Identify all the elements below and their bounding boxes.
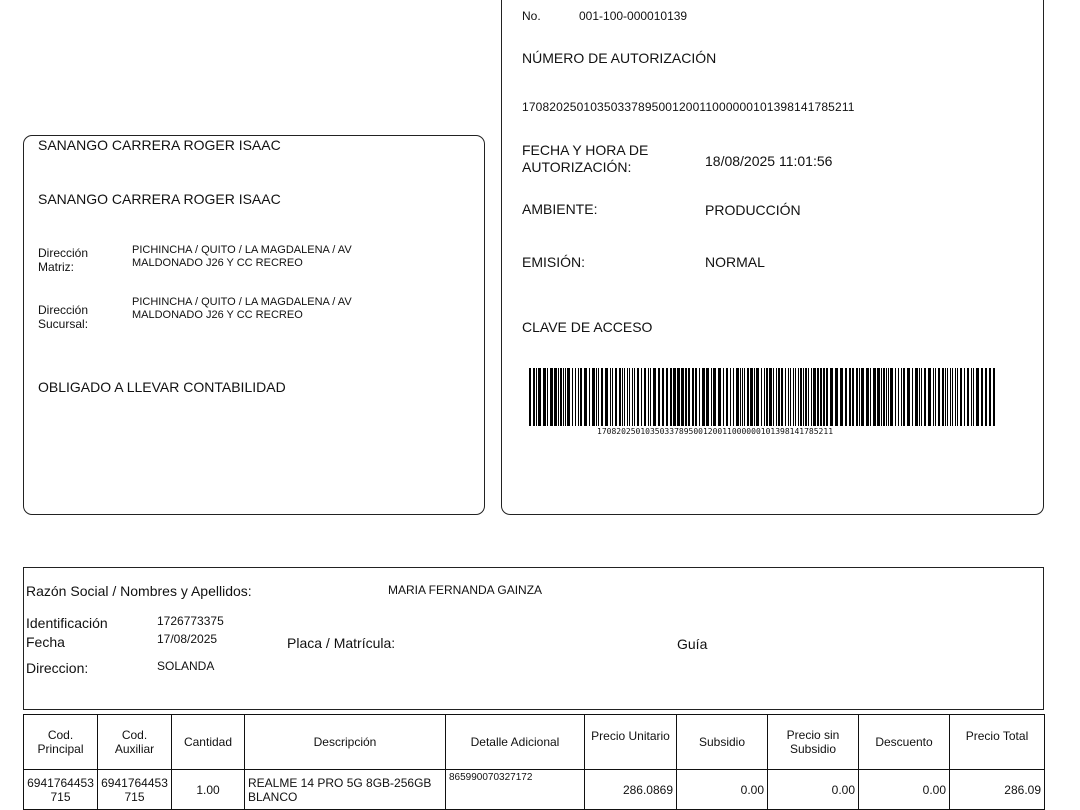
- matriz-value: PICHINCHA / QUITO / LA MAGDALENA / AV MALDONADO J26 Y CC RECREO: [132, 244, 352, 269]
- issuer-name: SANANGO CARRERA ROGER ISAAC: [38, 137, 281, 153]
- barcode-bar: [856, 368, 858, 426]
- barcode-bar: [612, 368, 613, 426]
- barcode-bar: [861, 368, 864, 426]
- cell-precio-total: 286.09: [950, 770, 1045, 810]
- barcode-bar: [589, 368, 590, 426]
- invoice-no-value: 001-100-000010139: [579, 9, 688, 23]
- barcode-bar: [560, 368, 562, 426]
- barcode-bar: [803, 368, 804, 426]
- barcode-bar: [793, 368, 794, 426]
- contabilidad-text: OBLIGADO A LLEVAR CONTABILIDAD: [38, 379, 286, 395]
- barcode-bar: [778, 368, 780, 426]
- barcode-bar: [866, 368, 869, 426]
- barcode-bar: [750, 368, 753, 426]
- barcode-bar: [933, 368, 934, 426]
- barcode-bar: [740, 368, 741, 426]
- barcode-bar: [921, 368, 922, 426]
- cell-detalle-adicional: 865990070327172: [446, 770, 585, 810]
- barcode-bar: [629, 368, 630, 426]
- barcode-bar: [808, 368, 809, 426]
- barcode-bar: [817, 368, 819, 426]
- barcode-bar: [849, 368, 851, 426]
- fecha-value: 17/08/2025: [157, 632, 218, 646]
- barcode-bar: [955, 368, 956, 426]
- cell-cantidad: 1.00: [172, 770, 245, 810]
- barcode-bar: [547, 368, 548, 426]
- barcode-bar: [533, 368, 535, 426]
- barcode-bar: [598, 368, 599, 426]
- barcode-bar: [952, 368, 953, 426]
- barcode-bar: [928, 368, 931, 426]
- barcode-bar: [870, 368, 871, 426]
- emision-value: NORMAL: [705, 254, 765, 270]
- barcode-bar: [615, 368, 617, 426]
- header-subsidio: Subsidio: [677, 715, 768, 770]
- barcode-bar: [673, 368, 676, 426]
- barcode-bar: [699, 368, 700, 426]
- barcode-bar: [960, 368, 962, 426]
- ambiente-label: AMBIENTE:: [522, 201, 598, 217]
- sucursal-label: Dirección Sucursal:: [38, 303, 89, 331]
- barcode-bar: [601, 368, 603, 426]
- barcode-bar: [826, 368, 828, 426]
- auth-number-value: 1708202501035033789500120011000000101398141785211: [522, 100, 855, 114]
- barcode-bar: [888, 368, 889, 426]
- barcode-bar: [800, 368, 802, 426]
- barcode-bar: [592, 368, 595, 426]
- barcode-bar: [744, 368, 745, 426]
- barcode-bar: [644, 368, 646, 426]
- auth-number-label: NÚMERO DE AUTORIZACIÓN: [522, 50, 717, 66]
- barcode-bar: [785, 368, 786, 426]
- barcode-bar: [985, 368, 987, 426]
- issuer-trade-name: SANANGO CARRERA ROGER ISAAC: [38, 191, 281, 207]
- header-precio-sin-subsidio: Precio sin Subsidio: [768, 715, 859, 770]
- header-precio-total: Precio Total: [950, 715, 1045, 770]
- barcode-bar: [835, 368, 838, 426]
- barcode-bar: [890, 368, 893, 426]
- barcode-graphic: [529, 368, 995, 426]
- barcode-bar: [811, 368, 812, 426]
- table-row: [24, 770, 1045, 810]
- barcode-bar: [773, 368, 774, 426]
- header-detalle-adicional: Detalle Adicional: [446, 715, 585, 770]
- barcode-bar: [677, 368, 680, 426]
- barcode-bar: [989, 368, 991, 426]
- barcode-bar: [627, 368, 628, 426]
- barcode-bar: [873, 368, 876, 426]
- fecha-auth-value: 18/08/2025 11:01:56: [705, 153, 833, 169]
- barcode-bar: [688, 368, 690, 426]
- barcode-bar: [945, 368, 946, 426]
- barcode-bar: [919, 368, 920, 426]
- barcode-bar: [820, 368, 822, 426]
- cell-cod-auxiliar: 6941764453715: [98, 770, 172, 810]
- barcode-bar: [766, 368, 768, 426]
- barcode-bar: [950, 368, 951, 426]
- barcode-bar: [653, 368, 656, 426]
- barcode-bar: [558, 368, 559, 426]
- barcode-bar: [756, 368, 759, 426]
- barcode-caption: 1708202501035033789500120011000000101398141785211: [597, 427, 834, 436]
- header-descripcion: Descripción: [245, 715, 446, 770]
- barcode-bar: [823, 368, 825, 426]
- barcode-bar: [764, 368, 765, 426]
- barcode-bar: [993, 368, 995, 426]
- barcode-bar: [938, 368, 940, 426]
- barcode-bar: [670, 368, 672, 426]
- barcode-bar: [622, 368, 623, 426]
- barcode-bar: [912, 368, 913, 426]
- barcode-bar: [713, 368, 716, 426]
- header-cod-auxiliar: Cod. Auxiliar: [98, 715, 172, 770]
- placa-label: Placa / Matrícula:: [287, 635, 396, 651]
- barcode-bar: [619, 368, 621, 426]
- cell-precio-unitario: 286.0869: [585, 770, 677, 810]
- clave-label: CLAVE DE ACCESO: [522, 319, 653, 335]
- guia-label: Guía: [677, 636, 708, 652]
- header-cantidad: Cantidad: [172, 715, 245, 770]
- barcode-bar: [695, 368, 697, 426]
- barcode-bar: [895, 368, 896, 426]
- cell-subsidio: 0.00: [677, 770, 768, 810]
- barcode-bar: [947, 368, 948, 426]
- detail-table: [23, 714, 1045, 810]
- barcode-bar: [529, 368, 531, 426]
- barcode-bar: [632, 368, 633, 426]
- barcode-bar: [650, 368, 651, 426]
- barcode-bar: [536, 368, 537, 426]
- barcode-bar: [915, 368, 918, 426]
- table-header-row: [24, 715, 1045, 770]
- barcode-bar: [634, 368, 635, 426]
- barcode-bar: [565, 368, 566, 426]
- barcode-bar: [596, 368, 597, 426]
- barcode-bar: [769, 368, 772, 426]
- razon-value: MARIA FERNANDA GAINZA: [388, 583, 543, 597]
- barcode-bar: [641, 368, 642, 426]
- barcode-bar: [550, 368, 553, 426]
- barcode-bar: [578, 368, 579, 426]
- barcode-bar: [685, 368, 687, 426]
- barcode-bar: [781, 368, 783, 426]
- barcode-bar: [901, 368, 902, 426]
- barcode-bar: [624, 368, 625, 426]
- barcode-bar: [692, 368, 694, 426]
- barcode-bar: [648, 368, 649, 426]
- barcode-bar: [662, 368, 664, 426]
- barcode-bar: [840, 368, 843, 426]
- barcode: [529, 368, 995, 426]
- barcode-bar: [706, 368, 709, 426]
- cell-precio-sin-subsidio: 0.00: [768, 770, 859, 810]
- barcode-bar: [730, 368, 731, 426]
- barcode-bar: [981, 368, 983, 426]
- sucursal-value: PICHINCHA / QUITO / LA MAGDALENA / AV MALDONADO J26 Y CC RECREO: [132, 296, 352, 321]
- barcode-bar: [798, 368, 799, 426]
- barcode-bar: [733, 368, 734, 426]
- barcode-bar: [805, 368, 807, 426]
- barcode-bar: [877, 368, 880, 426]
- invoice-no-label: No.: [522, 9, 541, 23]
- barcode-bar: [976, 368, 979, 426]
- identificacion-value: 1726773375: [157, 614, 224, 628]
- barcode-bar: [711, 368, 712, 426]
- barcode-bar: [907, 368, 910, 426]
- direccion-label: Direccion:: [26, 660, 89, 676]
- fecha-label: Fecha: [26, 634, 65, 650]
- barcode-bar: [859, 368, 860, 426]
- barcode-bar: [964, 368, 965, 426]
- cell-cod-principal: 6941764453715: [24, 770, 98, 810]
- barcode-bar: [747, 368, 749, 426]
- barcode-bar: [754, 368, 755, 426]
- barcode-bar: [883, 368, 885, 426]
- barcode-bar: [924, 368, 926, 426]
- barcode-bar: [605, 368, 608, 426]
- barcode-bar: [813, 368, 816, 426]
- barcode-bar: [658, 368, 660, 426]
- barcode-bar: [563, 368, 564, 426]
- barcode-bar: [898, 368, 899, 426]
- barcode-bar: [881, 368, 882, 426]
- barcode-bar: [543, 368, 546, 426]
- barcode-bar: [845, 368, 847, 426]
- barcode-bar: [971, 368, 972, 426]
- barcode-bar: [681, 368, 684, 426]
- barcode-bar: [718, 368, 721, 426]
- barcode-bar: [761, 368, 762, 426]
- barcode-bar: [973, 368, 974, 426]
- barcode-bar: [886, 368, 887, 426]
- identificacion-label: Identificación: [26, 615, 108, 631]
- barcode-bar: [575, 368, 576, 426]
- barcode-bar: [567, 368, 570, 426]
- barcode-bar: [790, 368, 791, 426]
- barcode-bar: [723, 368, 724, 426]
- ambiente-value: PRODUCCIÓN: [705, 202, 801, 218]
- barcode-bar: [776, 368, 777, 426]
- emision-label: EMISIÓN:: [522, 254, 586, 270]
- barcode-bar: [942, 368, 944, 426]
- cell-descripcion: REALME 14 PRO 5G 8GB-256GB BLANCO: [245, 770, 446, 810]
- direccion-value: SOLANDA: [157, 659, 215, 673]
- barcode-bar: [903, 368, 905, 426]
- barcode-bar: [852, 368, 854, 426]
- barcode-bar: [584, 368, 587, 426]
- barcode-bar: [666, 368, 668, 426]
- barcode-bar: [572, 368, 573, 426]
- barcode-bar: [610, 368, 611, 426]
- matriz-label: Dirección Matriz:: [38, 246, 89, 274]
- barcode-bar: [726, 368, 728, 426]
- header-cod-principal: Cod. Principal: [24, 715, 98, 770]
- header-descuento: Descuento: [859, 715, 950, 770]
- cell-descuento: 0.00: [859, 770, 950, 810]
- barcode-bar: [637, 368, 639, 426]
- barcode-bar: [736, 368, 739, 426]
- header-precio-unitario: Precio Unitario: [585, 715, 677, 770]
- barcode-bar: [967, 368, 969, 426]
- fecha-auth-label: FECHA Y HORA DE AUTORIZACIÓN:: [522, 142, 649, 175]
- barcode-bar: [702, 368, 705, 426]
- barcode-bar: [830, 368, 833, 426]
- barcode-bar: [580, 368, 582, 426]
- barcode-bar: [935, 368, 936, 426]
- barcode-bar: [957, 368, 958, 426]
- barcode-bar: [742, 368, 743, 426]
- barcode-bar: [554, 368, 557, 426]
- barcode-bar: [795, 368, 796, 426]
- barcode-bar: [788, 368, 789, 426]
- razon-label: Razón Social / Nombres y Apellidos:: [26, 583, 252, 599]
- barcode-bar: [538, 368, 541, 426]
